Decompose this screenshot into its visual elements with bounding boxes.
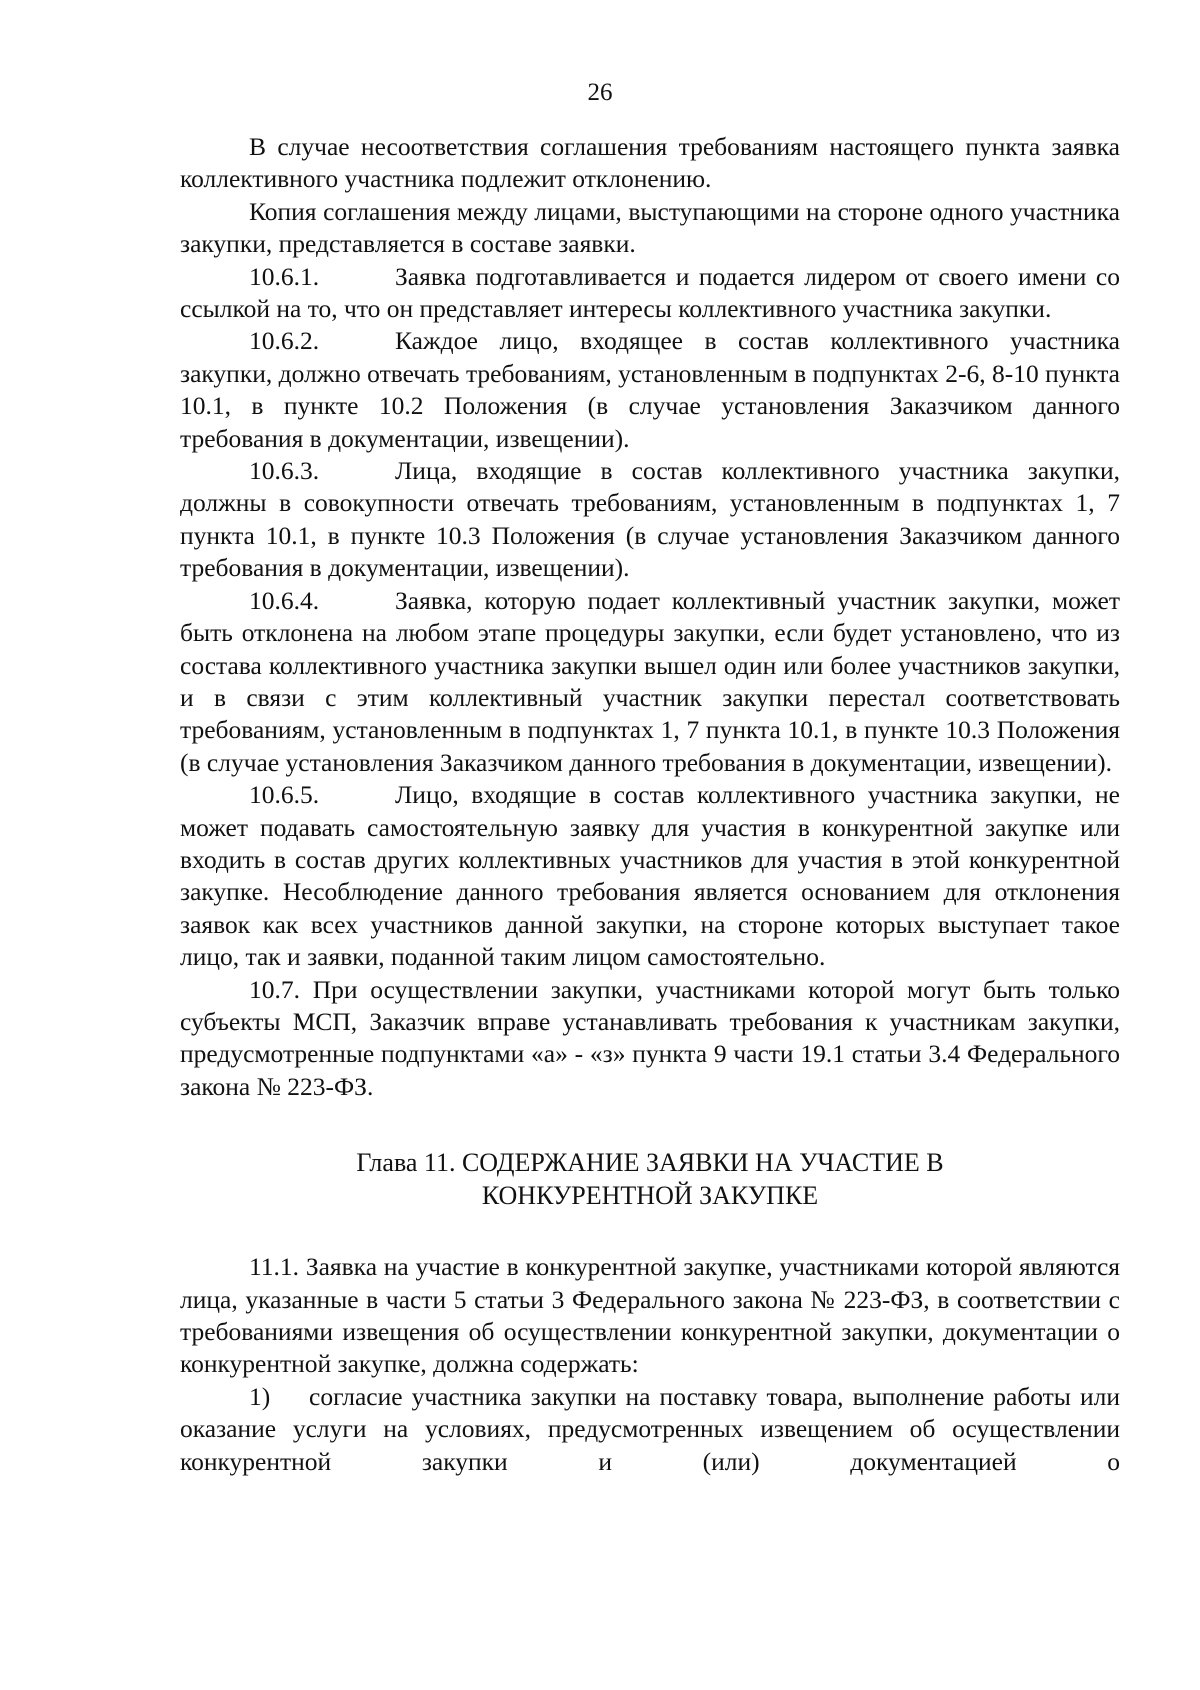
clause-text: Лицо, входящие в состав коллективного участника закупки, не может подавать самостоятельную заявку для участия в конкурентной закупке или входить в состав других коллективных участников для участия в этой конкурентной закупке. Несоблюдение данного требования является основанием для отклонения заявок как всех участников данной закупки, на стороне которых выступает такое лицо, так и заявки, поданной таким лицом самостоятельно. bbox=[180, 780, 1120, 972]
paragraph: Копия соглашения между лицами, выступающими на стороне одного участника закупки, представляется в составе заявки. bbox=[180, 196, 1120, 259]
clause-number: 10.6.3. bbox=[249, 456, 320, 486]
clause-text: Каждое лицо, входящее в состав коллективного участника закупки, должно отвечать требованиям, установленным в подпунктах 2-6, 8-10 пункта 10.1, в пункте 10.2 Положения (в случае установления Заказчиком данного требования в документации, извещении). bbox=[180, 326, 1120, 453]
clause-10-6-2 bbox=[180, 325, 1120, 455]
paragraph: В случае несоответствия соглашения требованиям настоящего пункта заявка коллективного участника подлежит отклонению. bbox=[180, 132, 1120, 194]
clause-text: Заявка подготавливается и подается лидером от своего имени со ссылкой на то, что он представляет интересы коллективного участника закупки. bbox=[180, 261, 1120, 324]
list-item-number: 1) bbox=[249, 1381, 271, 1411]
document-body bbox=[180, 131, 1120, 1478]
clause-number: 10.6.1. bbox=[249, 261, 320, 291]
clause-10-6-3 bbox=[180, 455, 1120, 585]
page-number: 26 bbox=[587, 79, 613, 106]
clause-text: Заявка, которую подает коллективный участник закупки, может быть отклонена на любом этапе процедуры закупки, если будет установлено, что из состава коллективного участника закупки вышел один или более участников закупки, и в связи с этим коллективный участник закупки перестал соответствовать требованиям, установленным в подпунктах 1, 7 пункта 10.1, в пункте 10.3 Положения (в случае установления Заказчиком данного требования в документации, извещении). bbox=[180, 585, 1120, 777]
chapter-heading-line: КОНКУРЕНТНОЙ ЗАКУПКЕ bbox=[481, 1181, 819, 1211]
list-item-1 bbox=[180, 1381, 1120, 1478]
clause-text: Лица, входящие в состав коллективного участника закупки, должны в совокупности отвечать требованиям, установленным в подпунктах 1, 7 пункта 10.1, в пункте 10.3 Положения (в случае установления Заказчиком данного требования в документации, извещении). bbox=[180, 456, 1120, 583]
clause-10-7: 10.7. При осуществлении закупки, участниками которой могут быть только субъекты МСП, Заказчик вправе устанавливать требования к участникам закупки, предусмотренные подпунктами «а» - «з» пункта 9 части 19.1 статьи 3.4 Федерального закона № 223-ФЗ. bbox=[180, 974, 1120, 1101]
clause-10-6-5 bbox=[180, 779, 1120, 973]
clause-10-6-4 bbox=[180, 585, 1120, 779]
chapter-heading-line: Глава 11. СОДЕРЖАНИЕ ЗАЯВКИ НА УЧАСТИЕ В bbox=[356, 1148, 944, 1178]
clause-number: 10.6.4. bbox=[249, 585, 320, 615]
clause-number: 10.6.5. bbox=[249, 780, 320, 810]
list-item-text: согласие участника закупки на поставку товара, выполнение работы или оказание услуги на условиях, предусмотренных извещением об осуществлении конкурентной закупки и (или) документацией о bbox=[180, 1381, 1120, 1476]
clause-number: 10.6.2. bbox=[249, 326, 320, 356]
clause-11-1: 11.1. Заявка на участие в конкурентной закупке, участниками которой являются лица, указанные в части 5 статьи 3 Федерального закона № 223-ФЗ, в соответствии с требованиями извещения об осуществлении конкурентной закупки, документации о конкурентной закупке, должна содержать: bbox=[180, 1252, 1120, 1379]
clause-10-6-1 bbox=[180, 261, 1120, 326]
chapter-heading bbox=[180, 1146, 1120, 1212]
